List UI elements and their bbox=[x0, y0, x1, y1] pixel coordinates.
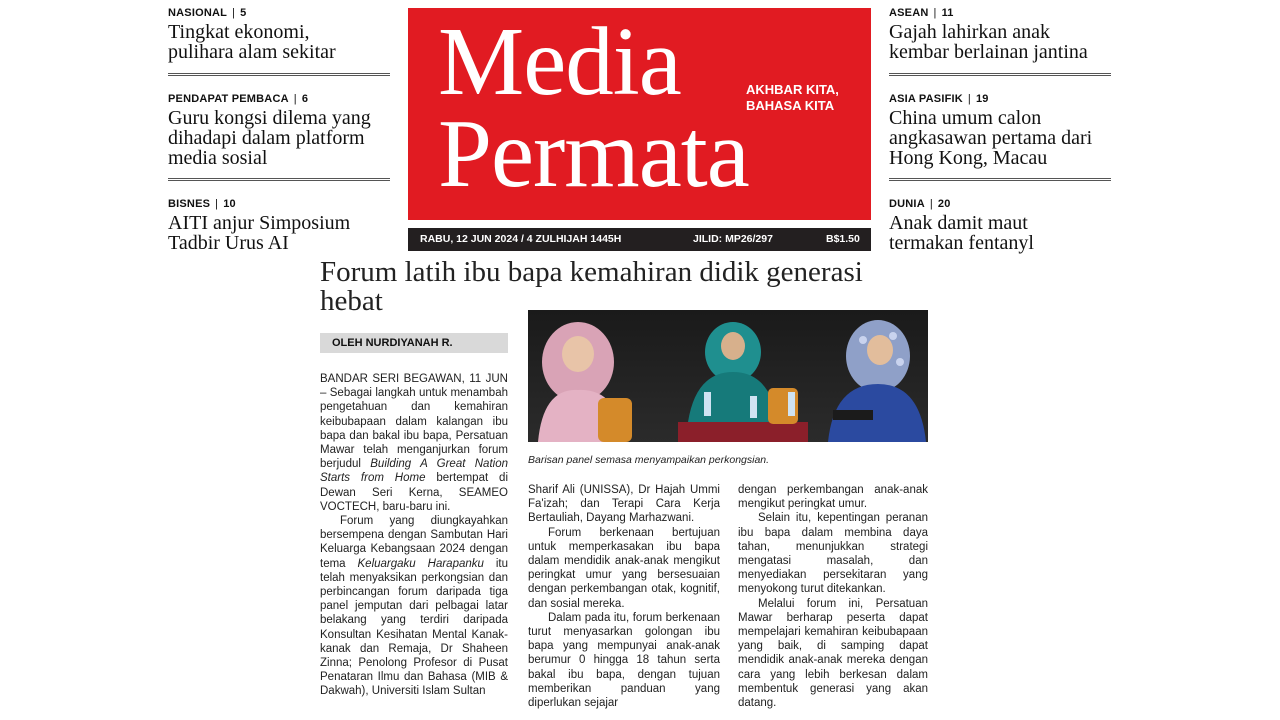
dateline-bar bbox=[408, 228, 871, 251]
article-paragraph: Forum yang diungkayahkan bersempena dengan Sambutan Hari Keluarga Kebangsaan 2024 dengan tema Keluargaku Harapanku itu telah menyaksikan perkongsian dan perbincangan forum daripada tiga panel jemputan dari pelbagai latar belakang yang terdiri daripada Konsultan Kesihatan Mental Kanak-kanak dan Remaja, Dr Shaheen Zinna; Penolong Profesor di Pusat Penataran Ilmu dan Bahasa (MIB & Dakwah), Universiti Islam Sultan bbox=[320, 515, 508, 698]
teaser-kicker: ASIA PASIFIK | 19 bbox=[889, 93, 989, 105]
teaser-headline: Guru kongsi dilema yang dihadapi dalam platform media sosial bbox=[168, 107, 371, 169]
teaser-asean[interactable] bbox=[889, 7, 1111, 62]
photo-caption: Barisan panel semasa menyampaikan perkongsian. bbox=[528, 454, 770, 466]
article-paragraph: Dalam pada itu, forum berkenaan turut menyasarkan golongan ibu bapa yang mempunyai anak-anak berumur 0 hingga 18 tahun serta bakal ibu bapa, dengan tujuan memberikan panduan yang diperlukan sejajar bbox=[528, 611, 720, 710]
teaser-kicker: NASIONAL | 5 bbox=[168, 7, 247, 19]
teaser-bisnes[interactable] bbox=[168, 198, 390, 253]
teaser-asia-pasifik[interactable] bbox=[889, 93, 1111, 168]
article-paragraph: BANDAR SERI BEGAWAN, 11 JUN – Sebagai langkah untuk menambah pengetahuan dan kemahiran keibubapaan dalam kalangan ibu bapa dan bakal ibu bapa, Persatuan Mawar telah menganjurkan forum berjudul Building A Great Nation Starts from Home bertempat di Dewan Seri Kerna, SEAMEO VOCTECH, baru-baru ini. bbox=[320, 373, 509, 513]
article-byline: OLEH NURDIYANAH R. bbox=[320, 333, 508, 353]
teaser-nasional[interactable] bbox=[168, 7, 390, 62]
masthead-logo bbox=[408, 8, 871, 220]
issue-date: RABU, 12 JUN 2024 / 4 ZULHIJAH 1445H bbox=[420, 233, 622, 245]
teaser-dunia[interactable] bbox=[889, 198, 1111, 253]
divider bbox=[168, 178, 390, 181]
teaser-pendapat-pembaca[interactable] bbox=[168, 93, 390, 168]
teaser-kicker: DUNIA | 20 bbox=[889, 198, 951, 210]
article-paragraph: Forum berkenaan bertujuan untuk memperkasakan ibu bapa dalam mendidik anak-anak mengikut peringkat umur yang bersesuaian dengan perkembangan otak, kognitif, dan sosial mereka. bbox=[528, 526, 720, 610]
issue-price: B$1.50 bbox=[826, 233, 860, 245]
divider bbox=[889, 73, 1111, 76]
article-paragraph: dengan perkembangan anak-anak mengikut peringkat umur. bbox=[738, 484, 928, 511]
teaser-headline: Anak damit maut termakan fentanyl bbox=[889, 212, 1034, 254]
article-photo bbox=[528, 310, 928, 442]
issue-volume: JILID: MP26/297 bbox=[693, 233, 773, 245]
teaser-kicker: PENDAPAT PEMBACA | 6 bbox=[168, 93, 309, 105]
teaser-kicker: ASEAN | 11 bbox=[889, 7, 954, 19]
teaser-headline: AITI anjur Simposium Tadbir Urus AI bbox=[168, 212, 351, 254]
article-column-2 bbox=[528, 483, 720, 710]
teaser-headline: Tingkat ekonomi, pulihara alam sekitar bbox=[168, 21, 336, 63]
teaser-kicker: BISNES | 10 bbox=[168, 198, 236, 210]
divider bbox=[168, 73, 390, 76]
article-paragraph: Sharif Ali (UNISSA), Dr Hajah Ummi Fa'izah; dan Terapi Cara Kerja Bertauliah, Dayang Marhazwani. bbox=[528, 484, 720, 525]
masthead-title: Media Permata bbox=[438, 8, 749, 207]
article-title: Forum latih ibu bapa kemahiran didik generasi hebat bbox=[320, 256, 863, 317]
article-column-1 bbox=[320, 372, 508, 699]
article-column-3 bbox=[738, 483, 928, 710]
teaser-headline: China umum calon angkasawan pertama dari Hong Kong, Macau bbox=[889, 107, 1093, 169]
article-paragraph: Selain itu, kepentingan peranan ibu bapa dalam membina daya tahan, menunjukkan strategi mengatasi masalah, dan menyediakan persekitaran yang menyokong turut ditekankan. bbox=[738, 512, 928, 596]
teaser-headline: Gajah lahirkan anak kembar berlainan jantina bbox=[889, 21, 1088, 63]
panel-photo-illustration bbox=[528, 310, 928, 442]
divider bbox=[889, 178, 1111, 181]
article-paragraph: Melalui forum ini, Persatuan Mawar berharap peserta dapat mempelajari kemahiran keibubapaan yang baik, di samping dapat mendidik anak-anak mereka dengan cara yang lebih berkesan dalam membentuk generasi yang akan datang. bbox=[738, 597, 928, 710]
masthead-slogan: AKHBAR KITA, BAHASA KITA bbox=[746, 82, 839, 113]
